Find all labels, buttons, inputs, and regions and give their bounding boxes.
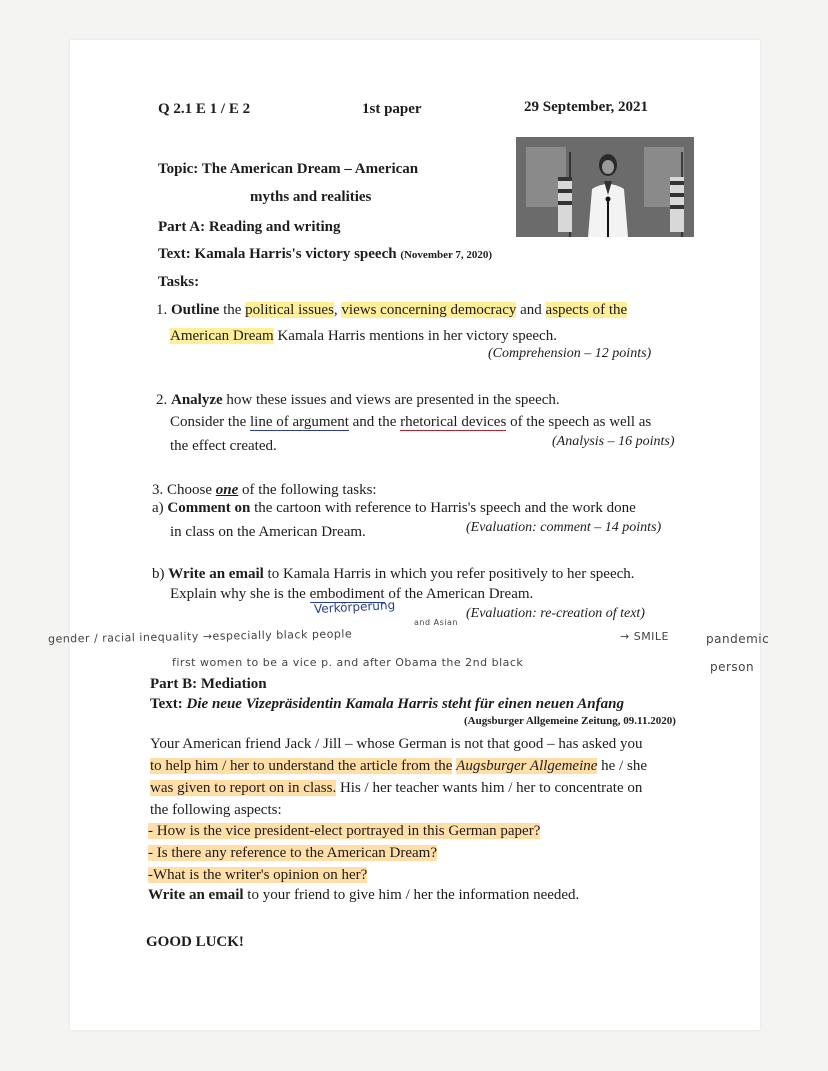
task-1-line-2	[170, 328, 557, 345]
task-1-text: the	[223, 302, 242, 318]
part-b-he-she: he / she	[601, 758, 647, 774]
highlight-portrayal: - How is the vice president-elect portrayed in this German paper?	[148, 823, 541, 839]
task-2-number: 2.	[156, 392, 168, 408]
kamala-harris-photo	[516, 137, 694, 237]
underline-line-of-argument: line of argument	[250, 414, 349, 430]
course-code: Q 2.1 E 1 / E 2	[158, 101, 251, 117]
highlight-augsburger-allgemeine: Augsburger Allgemeine	[456, 758, 598, 774]
part-b-paragraph-line-1: Your American friend Jack / Jill – whose German is not that good – has asked you	[150, 736, 643, 752]
task-3-intro-rest: of the following tasks:	[242, 482, 377, 498]
part-b-text	[150, 696, 624, 713]
part-b-paragraph-line-3	[150, 780, 642, 797]
part-a-text-date: (November 7, 2020)	[400, 249, 493, 261]
question-american-dream	[148, 845, 437, 862]
task-1-verb: Outline	[171, 302, 220, 318]
part-a-text	[158, 246, 492, 263]
tasks-label: Tasks:	[158, 274, 200, 290]
task-1-number: 1.	[156, 302, 168, 318]
task-3b-verb: Write an email	[168, 566, 264, 582]
part-b-article-title: Die neue Vizepräsidentin Kamala Harris steht für einen neuen Anfang	[186, 696, 624, 712]
handwritten-verkoerperung: Verkörperung	[313, 597, 396, 617]
underline-rhetorical-devices: rhetorical devices	[400, 414, 507, 430]
part-b-teacher: His / her teacher wants him / her to concentrate on	[339, 780, 643, 796]
part-b-final-instruction	[148, 887, 579, 904]
task-2-consider: Consider the	[170, 414, 247, 430]
handwritten-pandemic: pandemic	[706, 632, 770, 646]
good-luck: GOOD LUCK!	[146, 934, 244, 950]
handwritten-note-line-1: gender / racial inequality →especially black people	[47, 627, 353, 646]
task-3a-verb: Comment on	[167, 500, 251, 516]
highlight-reference-american-dream: - Is there any reference to the American Dream?	[148, 845, 438, 861]
task-3a-text: the cartoon with reference to Harris's speech and the work done	[254, 500, 636, 516]
final-verb: Write an email	[148, 887, 244, 903]
task-3b-label: b)	[152, 566, 165, 582]
handwritten-person: person	[710, 660, 755, 674]
task-2-line-1	[156, 392, 560, 409]
task-1-text-end: Kamala Harris mentions in her victory speech.	[277, 328, 557, 344]
question-portrayal	[148, 823, 540, 840]
highlight-views-democracy: views concerning democracy	[341, 302, 517, 318]
part-b-paragraph-line-2	[150, 758, 647, 775]
task-2-rest: of the speech as well as	[510, 414, 652, 430]
highlight-american-dream: American Dream	[170, 328, 274, 344]
task-3b-rest: of the American Dream.	[388, 586, 534, 602]
task-3b-points: (Evaluation: re-creation of text)	[466, 606, 645, 621]
task-1-line-1	[156, 302, 627, 319]
underline-embodiment: embodiment	[309, 586, 385, 602]
task-3b-explain: Explain why she is the	[170, 586, 306, 602]
paper-label: 1st paper	[362, 101, 422, 117]
exam-date: 29 September, 2021	[524, 99, 649, 115]
highlight-aspects-of: aspects of the	[545, 302, 628, 318]
task-2-points: (Analysis – 16 points)	[552, 434, 675, 449]
handwritten-note-line-2: first women to be a vice p. and after Obama the 2nd black	[172, 656, 524, 669]
topic-line-1: Topic: The American Dream – American	[158, 161, 419, 177]
task-1-and: and	[520, 302, 542, 318]
task-3-one: one	[215, 482, 239, 498]
task-1-points: (Comprehension – 12 points)	[488, 346, 652, 361]
task-3a-line-2: in class on the American Dream.	[170, 524, 366, 540]
part-a-title: Part A: Reading and writing	[158, 219, 341, 235]
part-a-text-label: Text: Kamala Harris's victory speech	[158, 246, 397, 262]
task-3-intro	[152, 482, 377, 499]
part-b-title: Part B: Mediation	[150, 676, 267, 692]
task-2-line-3: the effect created.	[170, 438, 277, 454]
task-3-choose: 3. Choose	[152, 482, 212, 498]
final-rest: to your friend to give him / her the information needed.	[247, 887, 580, 903]
task-3b-text: to Kamala Harris in which you refer positively to her speech.	[267, 566, 635, 582]
task-1-comma: ,	[333, 302, 338, 318]
highlight-report-in-class: was given to report on in class.	[150, 780, 337, 796]
question-opinion	[148, 867, 367, 884]
highlight-political-issues: political issues	[245, 302, 334, 318]
task-2-verb: Analyze	[171, 392, 223, 408]
part-b-source: (Augsburger Allgemeine Zeitung, 09.11.2020)	[464, 715, 676, 727]
speech-photo	[516, 137, 694, 237]
handwritten-smile: → SMILE	[620, 630, 670, 643]
task-3a-label: a)	[152, 500, 164, 516]
part-b-text-label: Text:	[150, 696, 183, 712]
task-2-line-2	[170, 414, 651, 431]
handwritten-and-asian: and Asian	[414, 618, 458, 627]
highlight-writer-opinion: -What is the writer's opinion on her?	[148, 867, 368, 883]
task-2-text: how these issues and views are presented in the speech.	[226, 392, 560, 408]
topic-line-2: myths and realities	[250, 189, 372, 205]
task-3a-points: (Evaluation: comment – 14 points)	[466, 520, 662, 535]
part-b-paragraph-line-4: the following aspects:	[150, 802, 282, 818]
task-3a-line-1	[152, 500, 636, 517]
highlight-article-from: to help him / her to understand the article from the	[150, 758, 453, 774]
task-2-and-the: and the	[352, 414, 397, 430]
task-3b-line-1	[152, 566, 635, 583]
